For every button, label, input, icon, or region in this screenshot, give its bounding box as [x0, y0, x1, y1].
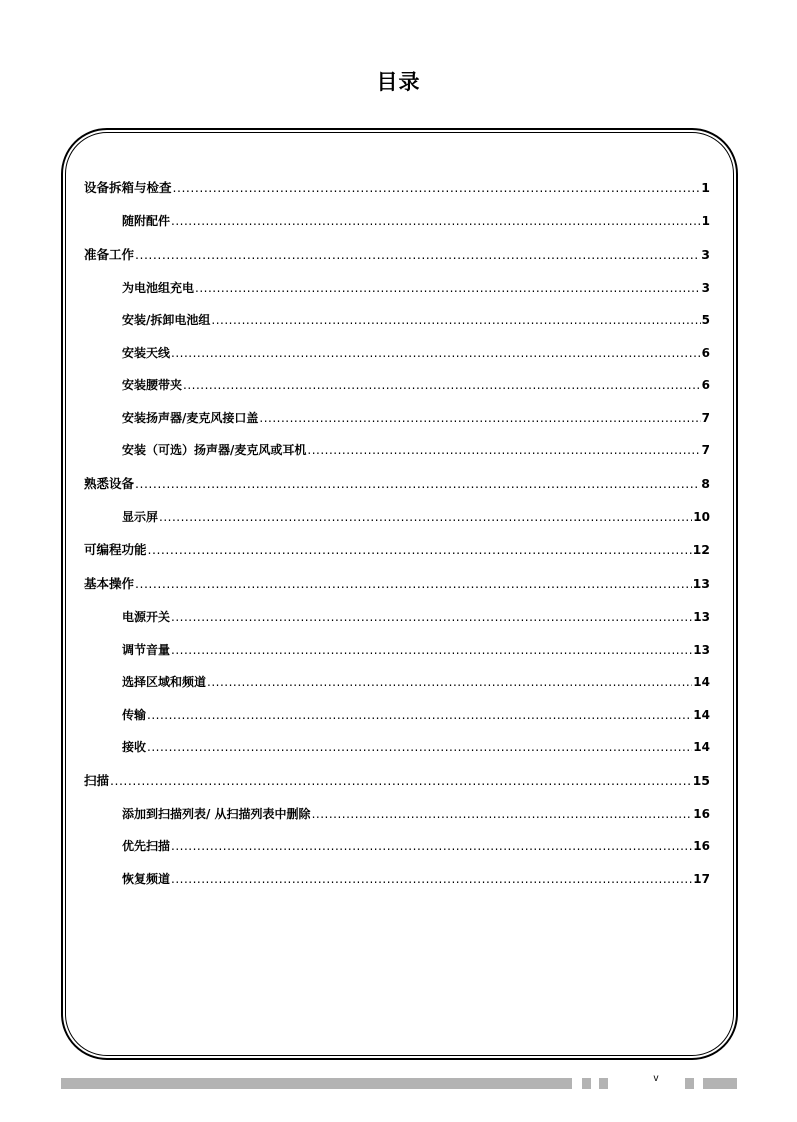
toc-chapter-entry[interactable]: [84, 540, 710, 574]
footer-bar-block: [599, 1078, 608, 1089]
toc-dot-leader: [173, 180, 701, 195]
toc-entry-page-number: 7: [701, 410, 710, 425]
footer-bar-short: [703, 1078, 737, 1089]
toc-entry-title: 为电池组充电: [122, 280, 195, 295]
toc-entry-page-number: 14: [693, 707, 710, 722]
toc-section-entry[interactable]: [84, 738, 710, 771]
toc-section-entry[interactable]: [84, 706, 710, 739]
toc-dot-leader: [207, 675, 692, 689]
toc-dot-leader: [183, 378, 701, 392]
toc-section-entry[interactable]: [84, 508, 710, 541]
toc-entry-title: 调节音量: [122, 642, 171, 657]
toc-dot-leader: [307, 443, 700, 457]
page-title: 目录: [376, 70, 421, 94]
toc-entry-title: 优先扫描: [122, 839, 171, 853]
toc-entry-title: 扫描: [84, 772, 110, 788]
toc-section-entry[interactable]: [84, 870, 710, 903]
toc-dot-leader: [159, 510, 692, 524]
toc-section-entry[interactable]: [84, 409, 710, 442]
toc-entry-title: 随附配件: [122, 214, 171, 228]
footer-page-number: v: [653, 1073, 659, 1084]
toc-entry-page-number: 13: [693, 610, 710, 624]
toc-entry-page-number: 15: [692, 772, 710, 788]
toc-chapter-entry[interactable]: [84, 574, 710, 608]
toc-entry-page-number: 12: [692, 542, 710, 557]
toc-dot-leader: [171, 839, 692, 853]
toc-entry-page-number: 8: [701, 475, 710, 491]
toc-entry-title: 添加到扫描列表/ 从扫描列表中删除: [122, 806, 311, 821]
toc-entry-title: 安装扬声器/麦克风接口盖: [122, 410, 259, 425]
toc-entry-page-number: 5: [701, 313, 710, 327]
toc-entry-title: 基本操作: [84, 576, 135, 591]
toc-entry-title: 电源开关: [122, 610, 171, 624]
toc-section-entry[interactable]: [84, 212, 710, 245]
toc-dot-leader: [147, 740, 692, 754]
toc-entry-page-number: 3: [701, 246, 710, 262]
toc-entry-title: 准备工作: [84, 246, 135, 262]
toc-section-entry[interactable]: [84, 344, 710, 377]
toc-dot-leader: [171, 872, 692, 886]
toc-entry-page-number: 16: [693, 839, 710, 853]
toc-entry-title: 设备拆箱与检查: [84, 180, 172, 195]
toc-dot-leader: [110, 773, 692, 788]
toc-dot-leader: [171, 346, 701, 360]
toc-entry-title: 传输: [122, 707, 147, 722]
toc-entry-page-number: 10: [693, 509, 710, 524]
toc-dot-leader: [135, 247, 700, 262]
toc-dot-leader: [171, 214, 701, 228]
toc-entry-page-number: 14: [693, 675, 710, 689]
toc-dot-leader: [259, 411, 700, 425]
toc-section-entry[interactable]: [84, 608, 710, 641]
toc-entry-title: 接收: [122, 740, 147, 754]
toc-entry-page-number: 13: [692, 576, 710, 591]
toc-section-entry[interactable]: [84, 673, 710, 706]
toc-section-entry[interactable]: [84, 837, 710, 870]
toc-dot-leader: [211, 313, 700, 327]
toc-dot-leader: [135, 476, 700, 491]
toc-dot-leader: [135, 576, 692, 591]
toc-section-entry[interactable]: [84, 441, 710, 474]
toc-entry-page-number: 3: [701, 280, 710, 295]
toc-entry-title: 安装（可选）扬声器/麦克风或耳机: [122, 443, 307, 457]
toc-entry-title: 安装/拆卸电池组: [122, 313, 211, 327]
toc-entry-page-number: 7: [701, 443, 710, 457]
toc-dot-leader: [148, 542, 692, 557]
toc-entry-title: 安装天线: [122, 345, 171, 360]
toc-entry-page-number: 6: [701, 345, 710, 360]
toc-entry-title: 可编程功能: [84, 542, 147, 557]
toc-section-entry[interactable]: [84, 376, 710, 409]
toc-section-entry[interactable]: [84, 641, 710, 674]
toc-chapter-entry[interactable]: [84, 474, 710, 508]
toc-dot-leader: [195, 281, 701, 295]
toc-entry-title: 熟悉设备: [84, 475, 135, 491]
toc-chapter-entry[interactable]: [84, 245, 710, 279]
toc-entry-page-number: 16: [693, 806, 710, 821]
toc-entry-title: 选择区域和频道: [122, 675, 207, 689]
toc-section-entry[interactable]: [84, 279, 710, 312]
toc-entry-title: 恢复频道: [122, 871, 171, 886]
toc-section-entry[interactable]: [84, 805, 710, 838]
toc-entry-page-number: 17: [693, 871, 710, 886]
toc-entry-page-number: 1: [701, 180, 710, 195]
toc-entry-title: 显示屏: [122, 509, 159, 524]
toc-chapter-entry[interactable]: [84, 178, 710, 212]
toc-entry-page-number: 6: [701, 378, 710, 392]
toc-dot-leader: [312, 807, 693, 821]
toc-entry-title: 安装腰带夹: [122, 378, 183, 392]
footer-bar-block: [685, 1078, 694, 1089]
footer-bar-block: [582, 1078, 591, 1089]
footer-bar-long: [61, 1078, 572, 1089]
toc-entry-page-number: 14: [693, 740, 710, 754]
toc-dot-leader: [147, 708, 692, 722]
toc-chapter-entry[interactable]: [84, 771, 710, 805]
toc-entry-page-number: 13: [693, 642, 710, 657]
table-of-contents: [84, 178, 710, 902]
toc-dot-leader: [171, 643, 692, 657]
toc-entry-page-number: 1: [701, 214, 710, 228]
toc-dot-leader: [171, 610, 692, 624]
toc-section-entry[interactable]: [84, 311, 710, 344]
